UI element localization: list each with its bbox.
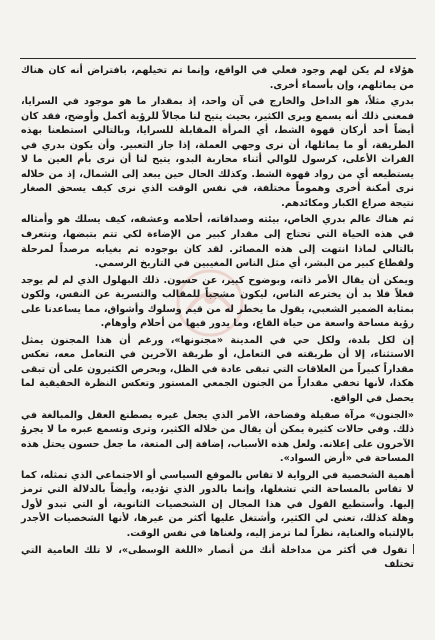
body-text xyxy=(21,64,414,575)
top-rule xyxy=(20,58,416,59)
paragraph-1: هؤلاء لم يكن لهم وجود فعلي في الواقع، وإنما تم تخيلهم، بافتراض أنه كان هناك من يماثلهم، وإن بأسماء أخرى. xyxy=(21,65,414,91)
margin-bar xyxy=(413,544,415,554)
paragraph-7: أهمية الشخصية في الرواية لا تقاس بالموقع السياسي أو الاجتماعي الذي تمثله، كما لا تقاس بالمساحة التي تشغلها، وإنما بالدور الذي تؤديه، وأيضاً بالدلالة التي ترمز إليها. وأستطيع القول في هذا المجال إن الشخصيات الثانوية، أو التي تبدو لأول وهلة كذلك، تعني لي الكثير، وأشتغل عليها أكثر من غيرها، لأنها الشخصيات الأجدر بالإلتباه والعناية، نظراً لما ترمز إليه، ولغناها في نفس الوقت. xyxy=(21,469,414,539)
interview-question-text: تقول في أكثر من مداخلة أنك من أنصار «اللغة الوسطى»، لا تلك العامية التي تختلف xyxy=(21,544,414,571)
paragraph-3: ثم هناك عالم بدري الخاص، بيئته وصداقاته، أحلامه وعشقه، كيف يسلك هو وأمثاله في هذه الحياة التي تحتاج إلى مقدار كبير من الإضاءة لكي تتم بتبضها، ونتعرف بالتالي لماذا انتهت إلى هذه المصائر. لقد كان بوجوده ثم بغيابه مرصداً لمرحلة ولقطاع كبير من البشر، أي مثل الناس المغيبين في التاريخ الرسمي. xyxy=(21,214,414,270)
paragraph-4: ويمكن أن يقال الأمر ذاته، وبوضوح كبير، عن حسون. ذلك البهلول الذي لم لم يوجد فعلاً فلا بد أن يخترعه الناس، ليكون مشجباً للمقالب والتسرية عن النفس، ولكون بمثابة الضمير الشعبي، يقول ما يخطر له من قيم وسلوك وأشواق، مما يساعدنا على رؤية مساحة واسعة من حياة القاع، وما يدور فيها من أحلام وأوهام. xyxy=(21,274,414,330)
paragraph-6: «الجنون» مرآة صقيلة وفضاحة، الأمر الذي يجعل غيره يصطنع العقل والمبالغة في ذلك. وفي حالات كثيرة يمكن أن يقال من خلاله الكثير، وترى وتسمع عبره ما لا يجرؤ الآخرون على إعلانه. ولعل هذه الأسباب، إضافة إلى المتعة، ما جعل حسون يحتل هذه المساحة في «أرض السواد». xyxy=(21,409,414,465)
paragraph-5: إن لكل بلدة، ولكل حي في المدينة «مجنونها»، ورغم أن هذا المجنون يمثل الاستثناء، إلا أن طريقته في التعامل، أو طريقة الآخرين في التعامل معه، تعكس مقداراً كبيراً من العلاقات التي تبقى عادة في الظل، وبحرص الكثيرون على أن تبقى هكذا، لأنها تخفي مقداراً من الجنون الجمعي المستور وتعكس النظرة الحقيقية لما يحصل في الواقع. xyxy=(21,334,414,405)
paragraph-2: بدري مثلاً، هو الداخل والخارج في آن واحد، إذ بمقدار ما هو موجود في السرايا، فمعنى ذلك أنه يسمع ويرى الكثير، بحيث يتيح لنا مجالاً للرؤية أكمل وأوضح، فقد كان أيضاً أحد أركان قهوة الشط، أي المرأة المقابلة للسرايا، وبالتالي استطعنا بهذه الطريقة، أو ما يماثلها، أن نرى وجهي العملة، إذا جاز التعبير. وأن يكون بدري في الفراث الأعلى، كرسول للوالي أثناء محاربة البدو، يتيح لنا أن نرى بأم العين ما لا يستطيعه أي من رواد قهوة الشط. وكذلك الحال حين يبعد إلى الشمال، إذ من خلاله نرى أمكنة أخرى وهموماً مختلفة، في نفس الوقت الذي نرى كيف يسحق الصغار نتيجة صراع الكبار ومكائدهم. xyxy=(21,96,414,209)
interview-question xyxy=(21,544,414,573)
